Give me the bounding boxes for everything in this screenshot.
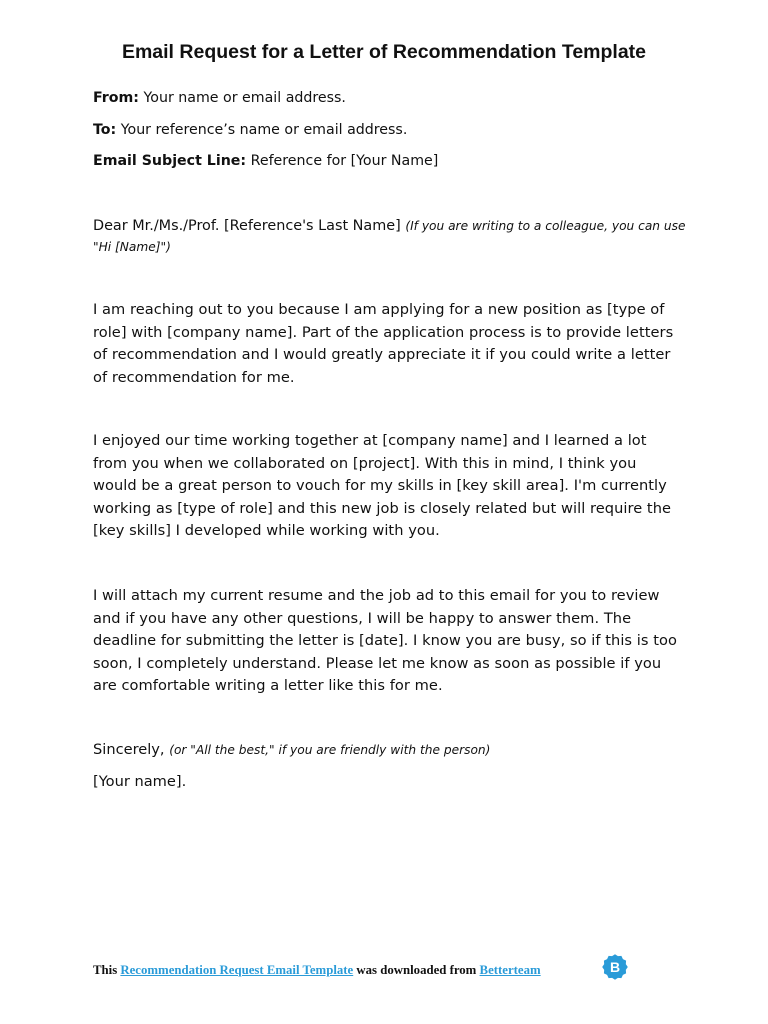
document-title: Email Request for a Letter of Recommendation Template (121, 41, 647, 63)
from-label: From: (93, 90, 139, 106)
greeting-text: Dear Mr./Ms./Prof. [Reference's Last Name] (93, 218, 406, 234)
subject-line (93, 153, 438, 169)
to-line (93, 122, 407, 138)
closing-line (93, 741, 490, 758)
closing-text: Sincerely, (93, 741, 170, 758)
betterteam-logo-icon[interactable] (602, 954, 628, 980)
subject-value: Reference for [Your Name] (246, 153, 439, 169)
body-paragraph-3: I will attach my current resume and the job ad to this email for you to review and if you have any other questions, I will be happy to answer them. The deadline for submitting the letter is [date]. I know you are busy, so if this is too soon, I completely understand. Please let me know as soon as possible if you are comfortable writing a letter like this for me. (93, 587, 677, 695)
closing-note: (or "All the best," if you are friendly with the person) (169, 743, 491, 757)
from-value: Your name or email address. (138, 90, 346, 106)
to-value: Your reference’s name or email address. (116, 122, 408, 138)
body-paragraph-2: I enjoyed our time working together at [company name] and I learned a lot from you when we collaborated on [project]. With this in mind, I think you would be a great person to vouch for my skills in [key skill area]. I'm currently working as [type of role] and this new job is closely related but will require the [key skills] I developed while working with you. (93, 432, 672, 540)
greeting-note: (If you are writing to a colleague, you can use "Hi [Name]") (93, 219, 686, 254)
body-paragraph-1: I am reaching out to you because I am applying for a new position as [type of role] with [company name]. Part of the application process is to provide letters of recommendation and I would greatly appreciate it if you could write a letter of recommendation for me. (93, 301, 674, 386)
from-line (93, 90, 346, 106)
signature: [Your name]. (93, 773, 187, 790)
greeting (93, 216, 693, 258)
to-label: To: (93, 122, 117, 138)
betterteam-link[interactable]: Betterteam (479, 963, 541, 977)
download-footer (93, 963, 541, 978)
subject-label: Email Subject Line: (93, 153, 247, 169)
logo-letter: B (609, 959, 621, 975)
footer-prefix: This (93, 963, 121, 977)
template-link[interactable]: Recommendation Request Email Template (120, 963, 354, 977)
footer-middle: was downloaded from (353, 963, 480, 977)
